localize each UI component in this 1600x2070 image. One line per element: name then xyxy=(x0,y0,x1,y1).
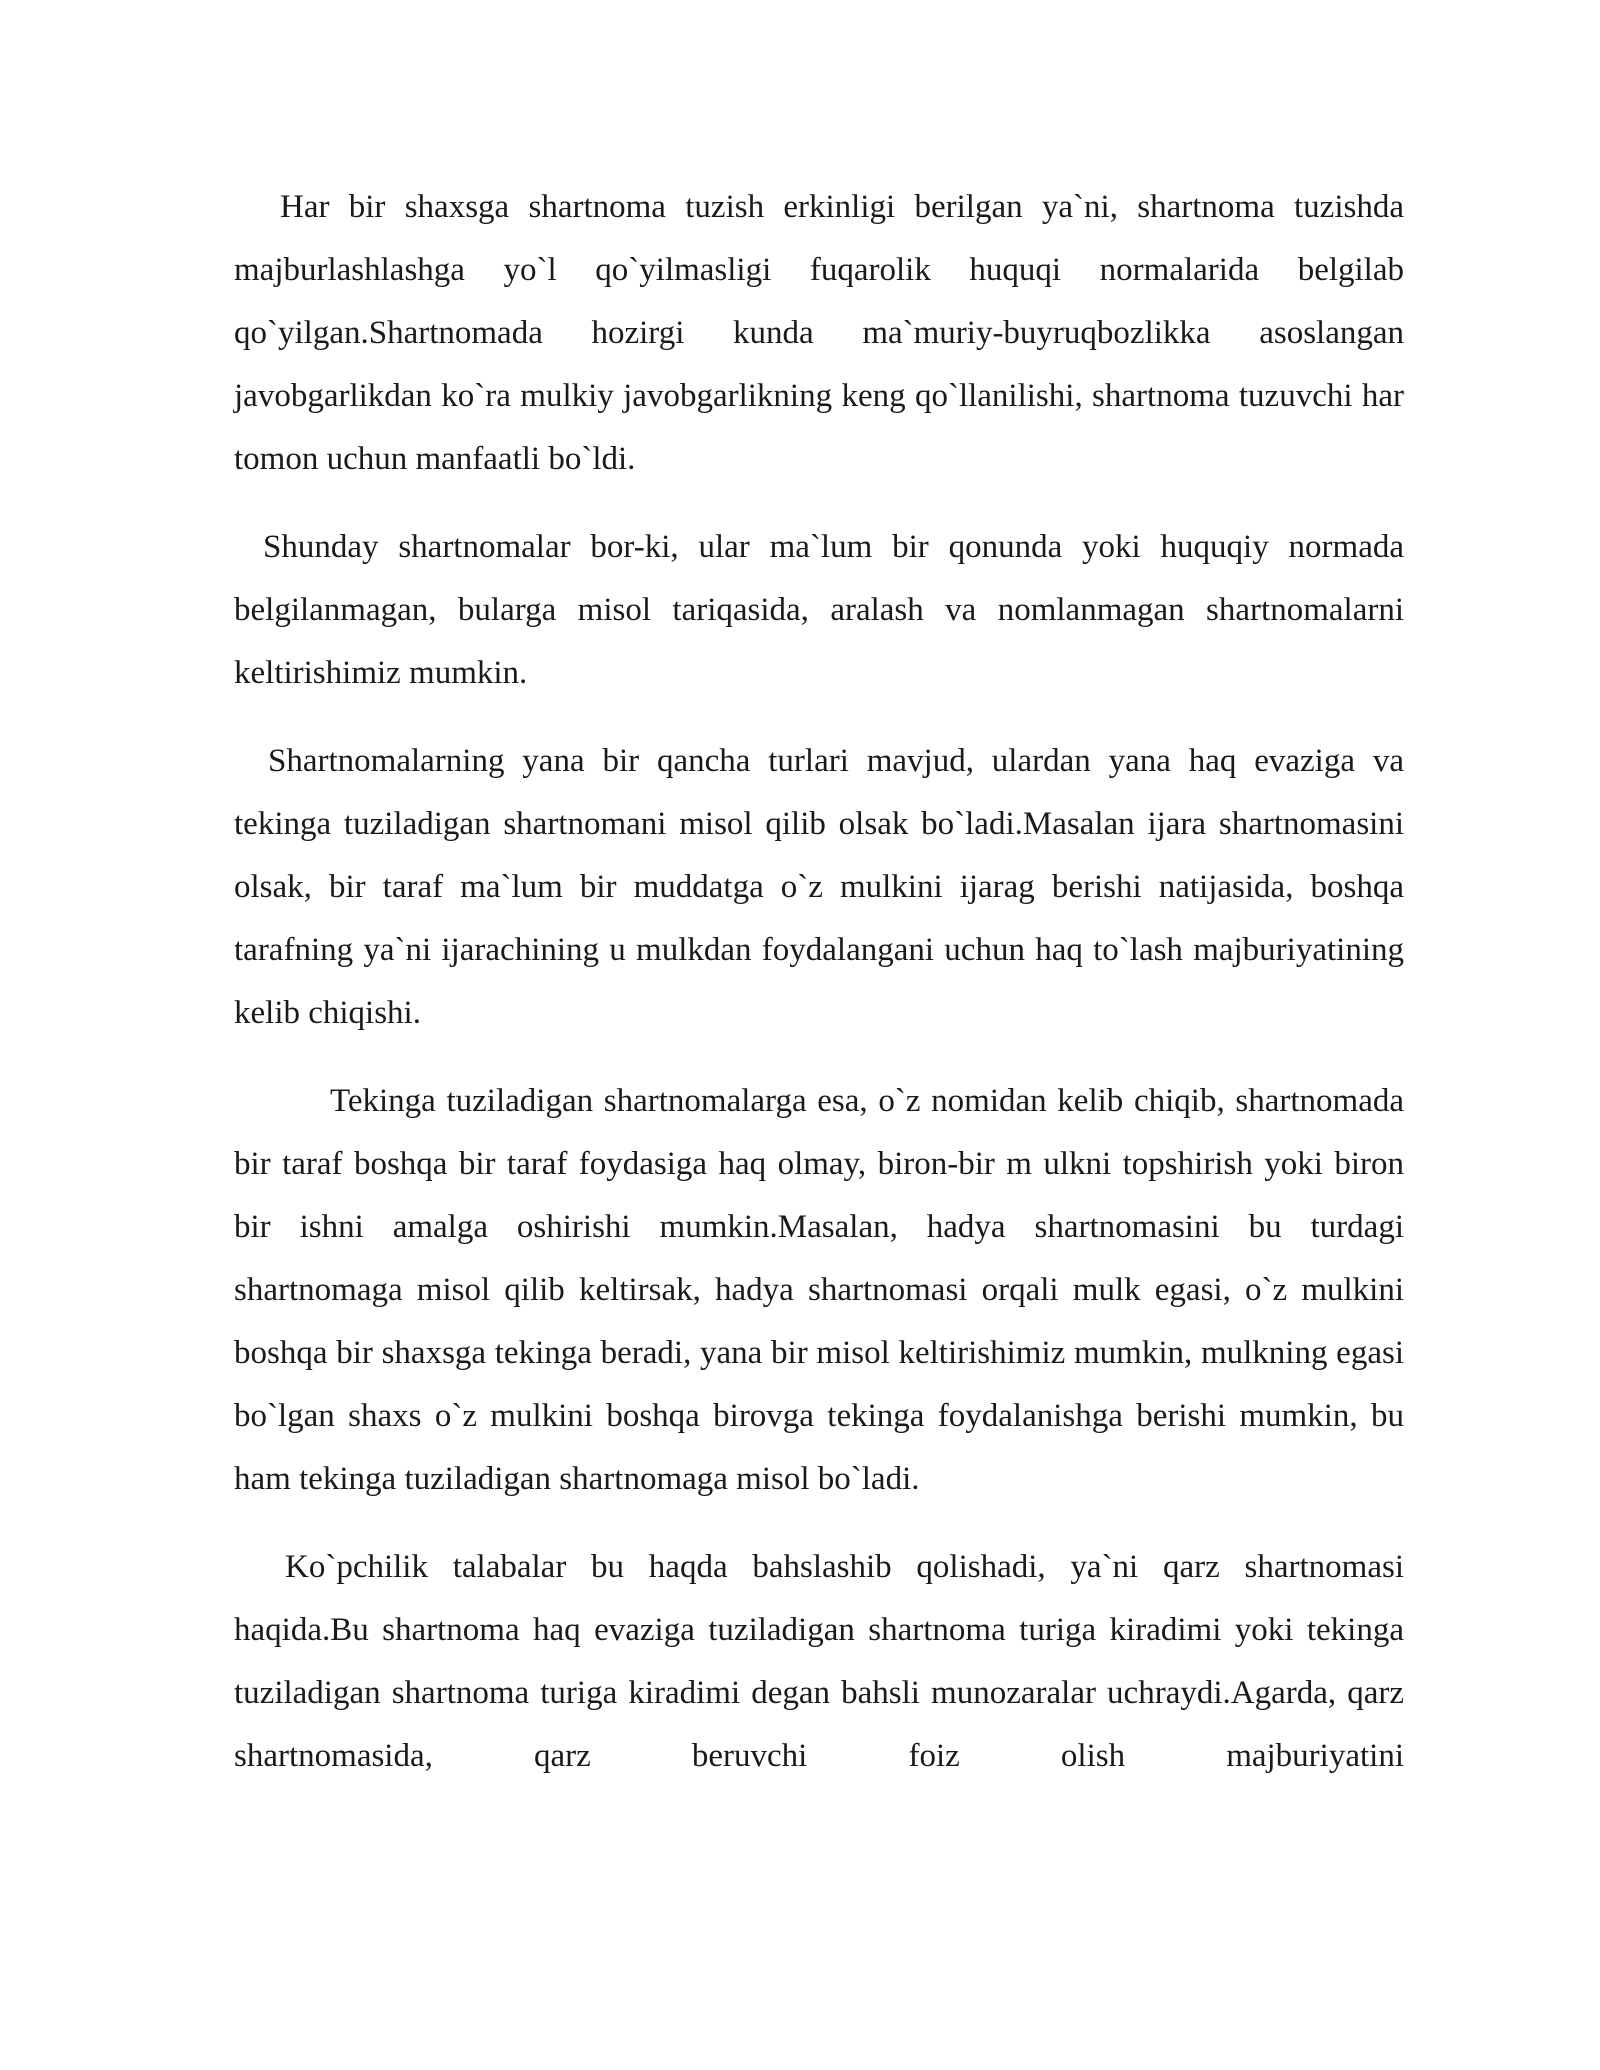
paragraph-2: Shunday shartnomalar bor-ki, ular ma`lum bir qonunda yoki huquqiy normada belgilanmagan, bularga misol tariqasida, aralash va nomlanmagan shartnomalarni keltirishimiz mumkin. xyxy=(234,529,1404,691)
document-body xyxy=(234,176,1404,1813)
paragraph-1: Har bir shaxsga shartnoma tuzish erkinligi berilgan ya`ni, shartnoma tuzishda majburlashlashga yo`l qo`yilmasligi fuqarolik huquqi normalarida belgilab qo`yilgan.Shartnomada hozirgi kunda ma`muriy-buyruqbozlikka asoslangan javobgarlikdan ko`ra mulkiy javobgarlikning keng qo`llanilishi, shartnoma tuzuvchi har tomon uchun manfaatli bo`ldi. xyxy=(234,189,1404,477)
paragraph-5: Ko`pchilik talabalar bu haqda bahslashib qolishadi, ya`ni qarz shartnomasi haqida.Bu shartnoma haq evaziga tuziladigan shartnoma turiga kiradimi yoki tekinga tuziladigan shartnoma turiga kiradimi degan bahsli munozaralar uchraydi.Agarda, qarz shartnomasida, qarz beruvchi foiz olish majburiyatini xyxy=(234,1549,1404,1774)
paragraph-3: Shartnomalarning yana bir qancha turlari mavjud, ulardan yana haq evaziga va tekinga tuziladigan shartnomani misol qilib olsak bo`ladi.Masalan ijara shartnomasini olsak, bir taraf ma`lum bir muddatga o`z mulkini ijarag berishi natijasida, boshqa tarafning ya`ni ijarachining u mulkdan foydalangani uchun haq to`lash majburiyatining kelib chiqishi. xyxy=(234,743,1404,1031)
paragraph-4: Tekinga tuziladigan shartnomalarga esa, o`z nomidan kelib chiqib, shartnomada bir taraf boshqa bir taraf foydasiga haq olmay, biron-bir m ulkni topshirish yoki biron bir ishni amalga oshirishi mumkin.Masalan, hadya shartnomasini bu turdagi shartnomaga misol qilib keltirsak, hadya shartnomasi orqali mulk egasi, o`z mulkini boshqa bir shaxsga tekinga beradi, yana bir misol keltirishimiz mumkin, mulkning egasi bo`lgan shaxs o`z mulkini boshqa birovga tekinga foydalanishga berishi mumkin, bu ham tekinga tuziladigan shartnomaga misol bo`ladi. xyxy=(234,1083,1404,1497)
